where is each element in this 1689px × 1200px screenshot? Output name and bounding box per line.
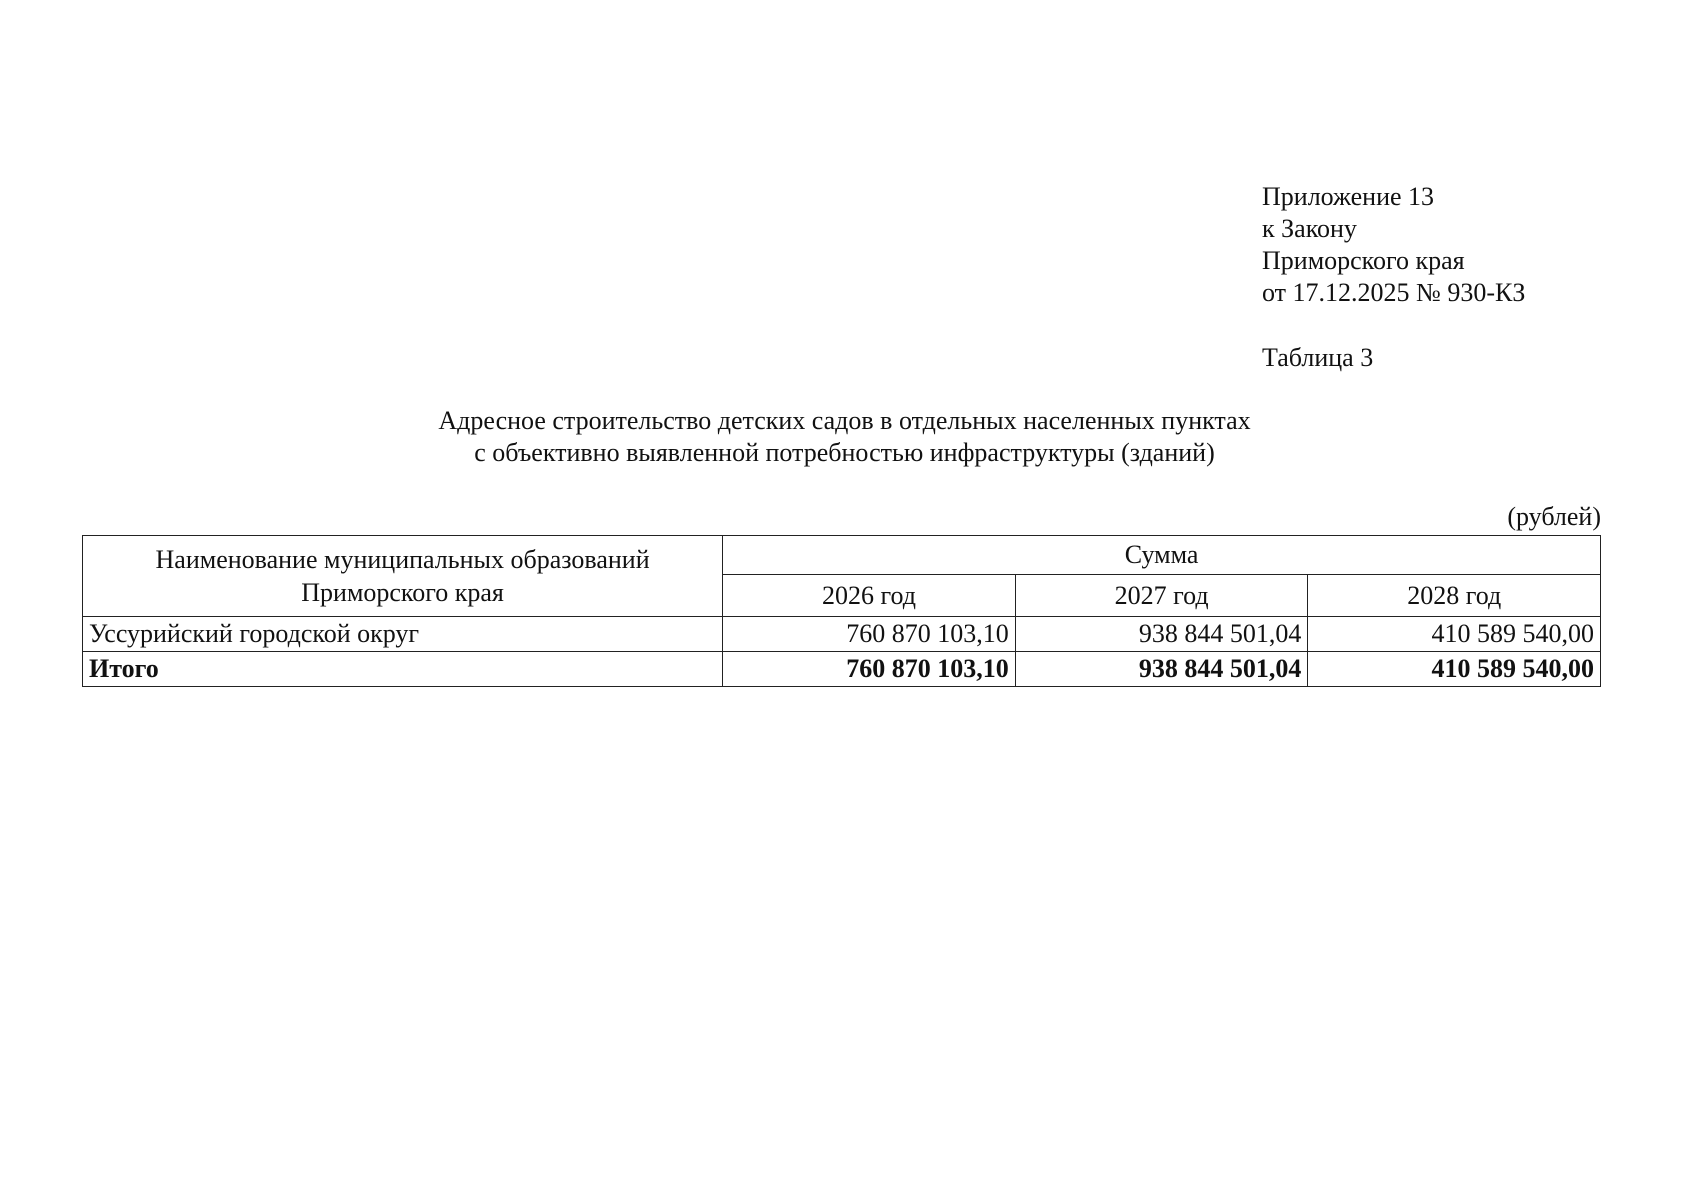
table-total-row — [83, 652, 1601, 687]
title-line: с объективно выявленной потребностью инфраструктуры (зданий) — [474, 438, 1215, 467]
total-amount-cell: 410 589 540,00 — [1308, 652, 1601, 687]
header-municipality-line: Приморского края — [301, 578, 504, 607]
header-municipality — [83, 536, 723, 617]
header-sum: Сумма — [723, 536, 1601, 575]
total-amount-cell: 760 870 103,10 — [723, 652, 1016, 687]
total-label: Итого — [83, 652, 723, 687]
amount-cell: 760 870 103,10 — [723, 617, 1016, 652]
appendix-line: к Закону — [1262, 214, 1357, 243]
document-title — [0, 405, 1689, 469]
header-municipality-line: Наименование муниципальных образований — [155, 545, 650, 574]
municipality-name: Уссурийский городской округ — [83, 617, 723, 652]
appendix-line: от 17.12.2025 № 930-КЗ — [1262, 278, 1526, 307]
appendix-line: Приморского края — [1262, 246, 1465, 275]
header-year: 2027 год — [1015, 575, 1308, 617]
amount-cell: 938 844 501,04 — [1015, 617, 1308, 652]
table-row — [83, 617, 1601, 652]
amount-cell: 410 589 540,00 — [1308, 617, 1601, 652]
title-line: Адресное строительство детских садов в отдельных населенных пунктах — [438, 406, 1251, 435]
units-label: (рублей) — [1507, 502, 1601, 531]
header-year: 2026 год — [723, 575, 1016, 617]
appendix-block — [1262, 181, 1525, 309]
appendix-line: Приложение 13 — [1262, 182, 1435, 211]
table-number: Таблица 3 — [1262, 343, 1374, 372]
budget-table — [82, 535, 1601, 687]
table-header-row — [83, 536, 1601, 575]
header-year: 2028 год — [1308, 575, 1601, 617]
total-amount-cell: 938 844 501,04 — [1015, 652, 1308, 687]
